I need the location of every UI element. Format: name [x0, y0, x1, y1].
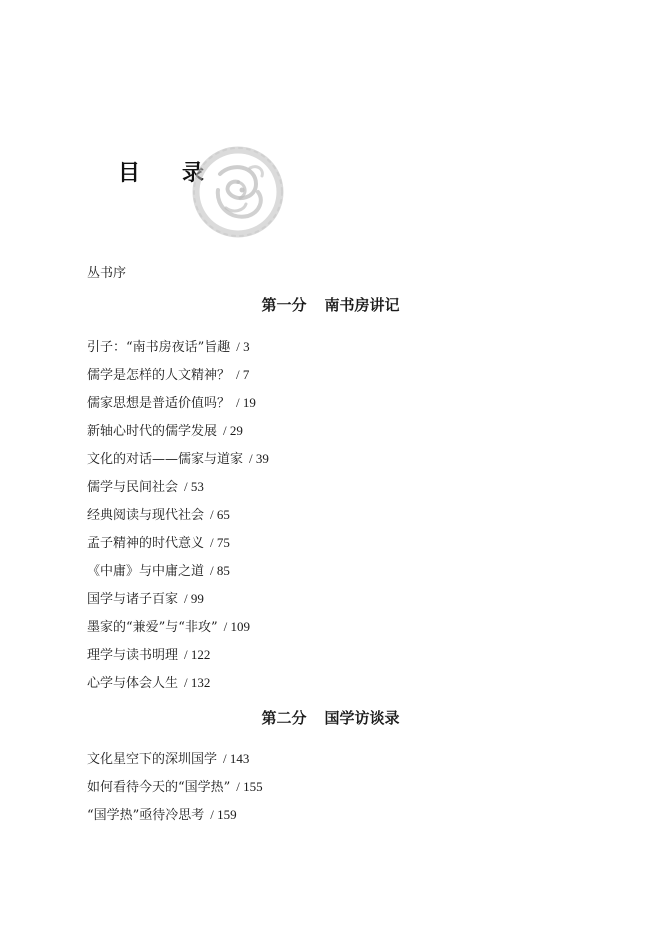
toc-entry-title: 文化星空下的深圳国学: [87, 752, 218, 767]
toc-title-char-2: 录: [182, 160, 205, 186]
toc-entry-page: / 122: [184, 647, 211, 662]
toc-entry-title: 儒家思想是普适价值吗？: [87, 396, 231, 411]
section-heading-1: [0, 294, 661, 315]
toc-entry[interactable]: [87, 745, 567, 773]
toc-entry-title: 文化的对话——儒家与道家: [87, 452, 244, 467]
toc-entry-page: / 85: [210, 563, 230, 578]
toc-entry-title: 儒学是怎样的人文精神？: [87, 368, 231, 383]
toc-entry[interactable]: [87, 501, 567, 529]
section-number: 第二分: [261, 709, 307, 727]
toc-entry-page: / 155: [236, 779, 263, 794]
spiral-dragon-seal-icon: [190, 144, 286, 240]
toc-entry-page: / 99: [184, 591, 204, 606]
toc-entry[interactable]: [87, 641, 567, 669]
toc-entry[interactable]: [87, 613, 567, 641]
section-heading-2: [0, 707, 661, 728]
toc-entry-page: / 75: [210, 535, 230, 550]
toc-entry-page: / 3: [236, 339, 250, 354]
toc-entry-title: “国学热”亟待冷思考: [87, 808, 205, 823]
toc-entry-title: 新轴心时代的儒学发展: [87, 424, 218, 439]
toc-entry-title: 《中庸》与中庸之道: [87, 564, 205, 579]
toc-entry[interactable]: [87, 473, 567, 501]
toc-entry-page: / 159: [210, 807, 237, 822]
toc-entry-page: / 143: [223, 751, 250, 766]
toc-entry[interactable]: [87, 801, 567, 829]
toc-entry-page: / 53: [184, 479, 204, 494]
toc-entry-title: 如何看待今天的“国学热”: [87, 780, 231, 795]
toc-entry-page: / 19: [236, 395, 256, 410]
toc-entry-page: / 132: [184, 675, 211, 690]
toc-list-section-2: [87, 745, 567, 829]
toc-entry[interactable]: [87, 529, 567, 557]
toc-entry-page: / 7: [236, 367, 250, 382]
toc-entry-title: 墨家的“兼爱”与“非攻”: [87, 620, 218, 635]
toc-entry-title: 国学与诸子百家: [87, 592, 179, 607]
toc-title-char-1: 目: [118, 160, 141, 186]
section-name: 国学访谈录: [324, 709, 400, 727]
section-name: 南书房讲记: [324, 296, 400, 314]
toc-entry[interactable]: [87, 333, 567, 361]
toc-entry-title: 引子：“南书房夜话”旨趣: [87, 340, 231, 355]
section-number: 第一分: [261, 296, 307, 314]
toc-entry[interactable]: [87, 557, 567, 585]
toc-entry-page: / 109: [223, 619, 250, 634]
toc-entry[interactable]: [87, 585, 567, 613]
toc-entry[interactable]: [87, 389, 567, 417]
toc-entry[interactable]: [87, 361, 567, 389]
toc-list-section-1: [87, 333, 567, 697]
toc-entry-title: 经典阅读与现代社会: [87, 508, 205, 523]
toc-entry-title: 心学与体会人生: [87, 676, 179, 691]
toc-entry-title: 儒学与民间社会: [87, 480, 179, 495]
toc-entry-title: 孟子精神的时代意义: [87, 536, 205, 551]
toc-entry-title: 理学与读书明理: [87, 648, 179, 663]
toc-entry[interactable]: [87, 445, 567, 473]
toc-entry-page: / 29: [223, 423, 243, 438]
toc-entry-page: / 39: [249, 451, 269, 466]
toc-entry[interactable]: [87, 669, 567, 697]
toc-entry[interactable]: [87, 773, 567, 801]
preface-entry[interactable]: 丛书序: [87, 266, 127, 281]
toc-entry-page: / 65: [210, 507, 230, 522]
toc-entry[interactable]: [87, 417, 567, 445]
